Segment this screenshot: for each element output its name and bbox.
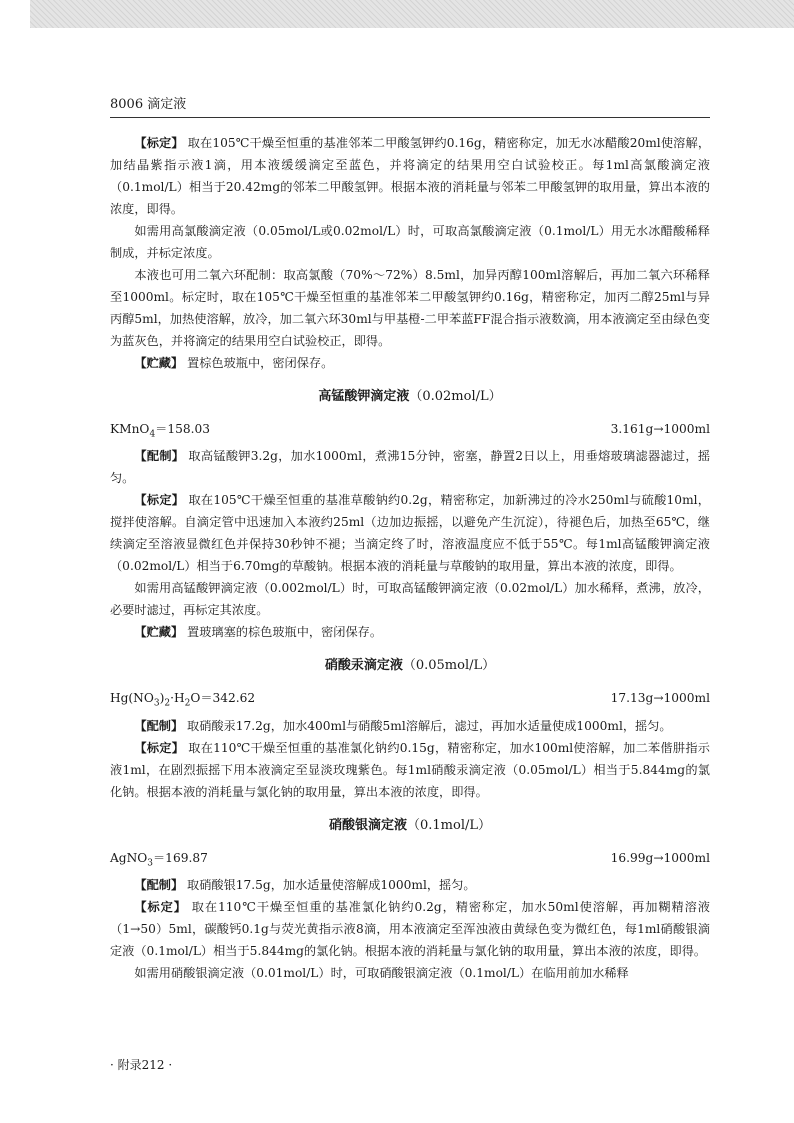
- storage-tag: 【贮藏】: [134, 356, 184, 370]
- section-title-hgno3: 硝酸汞滴定液（0.05mol/L）: [324, 658, 496, 674]
- calibration-paragraph: 【标定】 取在105℃干燥至恒重的基准草酸钠约0.2g，精密称定，加新沸过的冷水250ml与硫酸10ml，搅拌使溶解。自滴定管中迅速加入本液约25ml（边加边振摇，以避免产生沉淀），待褪色后，加热至65℃，继续滴定至溶液显微红色并保持30秒钟不褪；当滴定终了时，溶液温度应不低于55℃。每1ml高锰酸钾滴定液（0.02mol/L）相当于6.70mg的草酸钠。根据本液的消耗量与草酸钠的取用量，算出本液的浓度，即得。: [110, 493, 710, 574]
- formula-left: AgNO$_3$＝169.87: [110, 850, 208, 869]
- calibration-tag: 【标定】: [134, 740, 185, 755]
- preparation-tag: 【配制】: [134, 718, 184, 733]
- dioxane-paragraph: 本液也可用二氧六环配制：取高氯酸（70%～72%）8.5ml，加异丙醇100ml溶解后，再加二氧六环稀释至1000ml。标定时，取在105℃干燥至恒重的基准邻苯二甲酸氢钾约0.16g，精密称定，加丙二醇25ml与异丙醇5ml，加热使溶解，放冷，加二氧六环30ml与甲基橙-二甲苯蓝FF混合指示液数滴，用本液滴定至由绿色变为蓝灰色，并将滴定的结果用空白试验校正，即得。: [110, 268, 710, 348]
- preparation-paragraph: 【配制】 取高锰酸钾3.2g，加水1000ml，煮沸15分钟，密塞，静置2日以上，用垂熔玻璃滤器滤过，摇匀。: [110, 449, 711, 486]
- calibration-paragraph: 【标定】 取在105℃干燥至恒重的基准邻苯二甲酸氢钾约0.16g，精密称定，加无水冰醋酸20ml使溶解，加结晶紫指示液1滴，用本液缓缓滴定至蓝色，并将滴定的结果用空白试验校正。每1ml高氯酸滴定液（0.1mol/L）相当于20.42mg的邻苯二甲酸氢钾。根据本液的消耗量与邻苯二甲酸氢钾的取用量，算出本液的浓度，即得。: [110, 136, 711, 216]
- formula-right: 16.99g→1000ml: [610, 850, 710, 865]
- dilution-paragraph: 如需用高氯酸滴定液（0.05mol/L或0.02mol/L）时，可取高氯酸滴定液（0.1mol/L）用无水冰醋酸稀释制成，并标定浓度。: [110, 224, 710, 260]
- header-text: 8006 滴定液: [110, 97, 187, 112]
- formula-line-hgno3: [110, 687, 710, 714]
- preparation-paragraph: 【配制】 取硝酸汞17.2g，加水400ml与硝酸5ml溶解后，滤过，再加水适量使成1000ml，摇匀。: [134, 718, 672, 733]
- formula-left: $Hg(NO_3)_2\cdot H_2O=342.62$: [110, 691, 256, 709]
- storage-paragraph: 【贮藏】 置玻璃塞的棕色玻瓶中，密闭保存。: [134, 625, 383, 640]
- calibration-tag: 【标定】: [134, 136, 184, 150]
- section-title-kmno4: 高锰酸钾滴定液（0.02mol/L）: [318, 389, 502, 404]
- formula-right: 3.161g→1000ml: [610, 422, 710, 436]
- scan-artifact-band: [30, 0, 794, 28]
- calibration-paragraph: 【标定】 取在110℃干燥至恒重的基准氯化钠约0.15g，精密称定，加水100ml使溶解，加二苯偕肼指示液1ml，在剧烈振摇下用本液滴定至显淡玫瑰紫色。每1ml硝酸汞滴定液（0.05mol/L）相当于5.844mg的氯化钠。根据本液的消耗量与氯化钠的取用量，算出本液的浓度，即得。: [110, 740, 710, 799]
- page-number: · 附录212 ·: [110, 1058, 173, 1072]
- formula-line-agno3: [110, 847, 710, 874]
- storage-tag: 【贮藏】: [134, 625, 184, 640]
- formula-left: KMnO$_4$＝158.03: [110, 422, 211, 440]
- preparation-tag: 【配制】: [134, 878, 184, 893]
- running-header: [110, 97, 710, 118]
- page-body: [110, 132, 710, 984]
- section-title-agno3: 硝酸银滴定液（0.1mol/L）: [328, 817, 491, 833]
- formula-line-kmno4: [110, 418, 710, 445]
- preparation-tag: 【配制】: [134, 449, 185, 464]
- preparation-paragraph: 【配制】 取硝酸银17.5g，加水适量使溶解成1000ml，摇匀。: [134, 878, 476, 893]
- storage-paragraph: 【贮藏】 置棕色玻瓶中，密闭保存。: [134, 356, 334, 370]
- calibration-paragraph: 【标定】 取在110℃干燥至恒重的基准氯化钠约0.2g，精密称定，加水50ml使溶解，再加糊精溶液（1→50）5ml，碳酸钙0.1g与荧光黄指示液8滴，用本液滴定至浑浊液由黄绿色变为微红色，每1ml硝酸银滴定液（0.1mol/L）相当于5.844mg的氯化钠。根据本液的消耗量与氯化钠的取用量，算出本液的浓度，即得。: [110, 900, 710, 959]
- formula-right: 17.13g→1000ml: [610, 691, 710, 706]
- calibration-tag: 【标定】: [134, 900, 187, 915]
- calibration-tag: 【标定】: [134, 493, 185, 508]
- dilution-paragraph: 如需用高锰酸钾滴定液（0.002mol/L）时，可取高锰酸钾滴定液（0.02mol/L）加水稀释，煮沸，放冷，必要时滤过，再标定其浓度。: [110, 581, 710, 618]
- dilution-paragraph: 如需用硝酸银滴定液（0.01mol/L）时，可取硝酸银滴定液（0.1mol/L）在临用前加水稀释: [134, 966, 629, 981]
